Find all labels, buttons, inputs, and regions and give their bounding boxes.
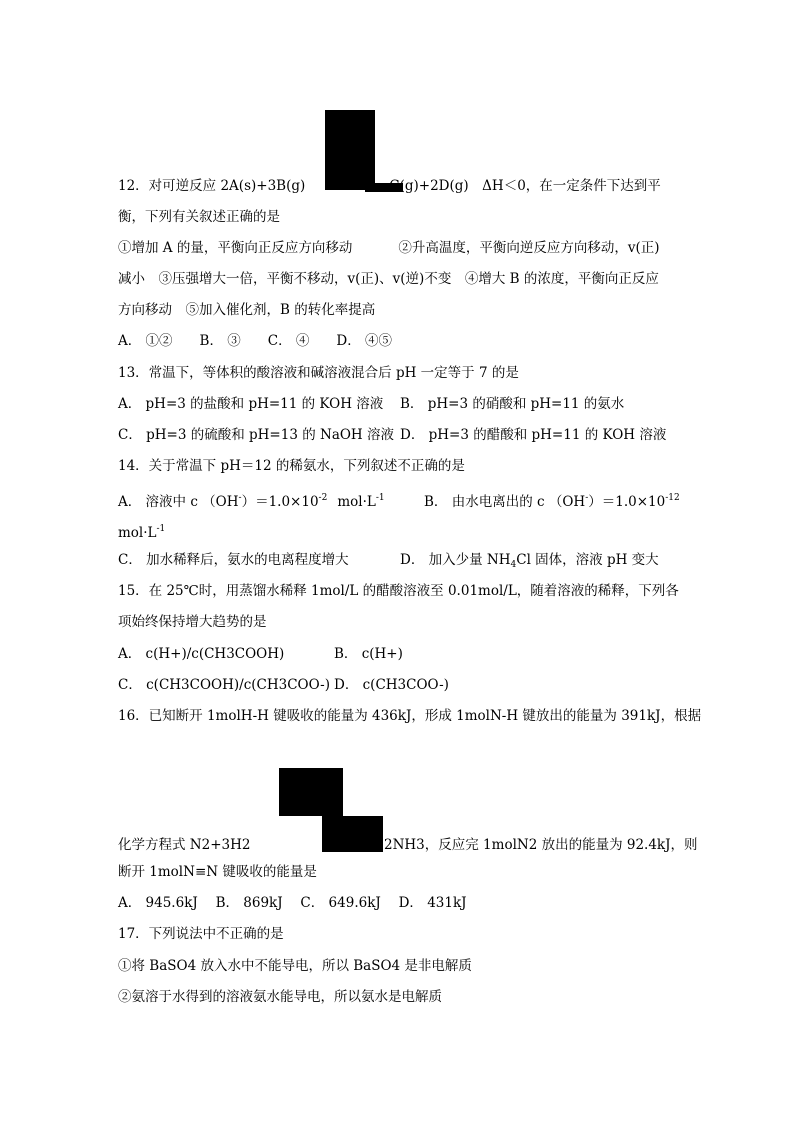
- q16-stem-1: 16．已知断开 1molH-H 键吸收的能量为 436kJ，形成 1molN-H 键放出的能量为 391kJ，根据: [118, 708, 702, 724]
- q16-line-2-right: 2NH3，反应完 1molN2 放出的能量为 92.4kJ，则: [384, 837, 698, 853]
- q17-item-1: ①将 BaSO4 放入水中不能导电，所以 BaSO4 是非电解质: [118, 958, 472, 974]
- q14-option-b-unit: $mol\cdot L^{-1}$: [118, 524, 166, 541]
- q15-option-a: A． c(H+)/c(CH3COOH): [118, 646, 285, 662]
- q15-option-d: D． c(CH3COO-): [334, 677, 449, 693]
- q16-options: A． 945.6kJ B． 869kJ C． 649.6kJ D． 431kJ: [118, 895, 467, 911]
- q17-item-2: ②氨溶于水得到的溶液氨水能导电，所以氨水是电解质: [118, 989, 442, 1005]
- q13-option-a: A． pH=3 的盐酸和 pH=11 的 KOH 溶液: [118, 396, 384, 412]
- q15-option-b: B． c(H+): [334, 646, 403, 662]
- q12-line-5: 方向移动 ⑤加入催化剂，B 的转化率提高: [118, 302, 376, 318]
- q12-line-4: 减小 ③压强增大一倍，平衡不移动，v(正)、v(逆)不变 ④增大 B 的浓度，平衡向正反应: [118, 271, 659, 287]
- q14-option-d: D． 加入少量 $NH_4Cl$ 固体，溶液 pH 变大: [400, 552, 659, 570]
- q12-line-3: ①增加 A 的量，平衡向正反应方向移动 ②升高温度，平衡向逆反应方向移动，v(正): [118, 240, 660, 256]
- q17-stem: 17．下列说法中不正确的是: [118, 926, 284, 942]
- q16-line-2-left: 化学方程式 N2+3H2: [118, 837, 251, 853]
- q13-option-c: C． pH=3 的硫酸和 pH=13 的 NaOH 溶液: [118, 427, 394, 443]
- q14-option-a: A． 溶液中 c $(OH^-)=1.0\times 10^{-2}$ $mol\cdot L^{-1}$: [118, 493, 385, 510]
- q13-option-b: B． pH=3 的硝酸和 pH=11 的氨水: [400, 396, 625, 412]
- q16-line-3: 断开 1molN≡N 键吸收的能量是: [118, 864, 317, 880]
- q12-line-2: 衡，下列有关叙述正确的是: [118, 209, 280, 225]
- q14-option-b: B． 由水电离出的 c $(OH^-)=1.0\times 10^{-12}$: [424, 493, 680, 510]
- q15-stem-2: 项始终保持增大趋势的是: [118, 614, 267, 630]
- q13-stem: 13．常温下，等体积的酸溶液和碱溶液混合后 pH 一定等于 7 的是: [118, 365, 519, 381]
- q12-options: A． ①② B． ③ C． ④ D． ④⑤: [118, 333, 392, 349]
- q13-option-d: D． pH=3 的醋酸和 pH=11 的 KOH 溶液: [400, 427, 667, 443]
- q15-stem-1: 15．在 25℃时，用蒸馏水稀释 1mol/L 的醋酸溶液至 0.01mol/L，随着溶液的稀释，下列各: [118, 583, 679, 599]
- q12-line-1: 12．对可逆反应 2A(s)+3B(g) C(g)+2D(g) ΔH＜0，在一定条件下达到平: [118, 178, 661, 194]
- q14-option-c: C． 加水稀释后，氨水的电离程度增大: [118, 552, 349, 568]
- redaction-block-4: [322, 816, 383, 852]
- redaction-block-3: [279, 768, 343, 816]
- q15-option-c: C． c(CH3COOH)/c(CH3COO-): [118, 677, 330, 693]
- q14-stem: 14．关于常温下 pH＝12 的稀氨水，下列叙述不正确的是: [118, 458, 465, 474]
